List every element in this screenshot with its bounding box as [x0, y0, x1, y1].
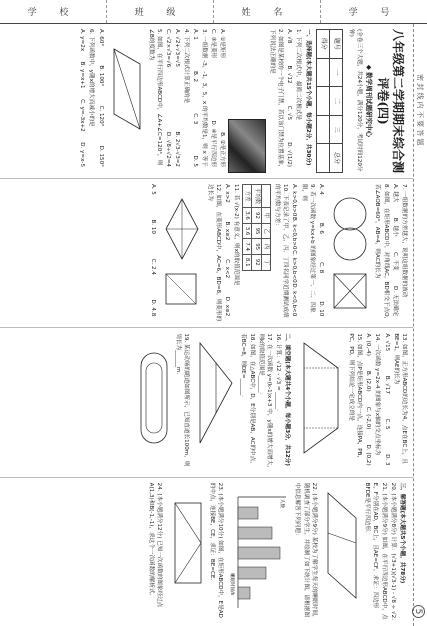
option: D. √8÷√2=4: [165, 131, 172, 167]
question-12-options: [149, 184, 157, 322]
option: A. √15: [383, 333, 390, 352]
option: B. (2,0): [365, 370, 372, 392]
question-5-options: [96, 29, 104, 173]
option: C. k>0,b<0: [291, 250, 298, 283]
rotated-page: [0, 24, 427, 626]
option: A. k>0,b>0: [291, 184, 298, 217]
score-header: 一: [329, 58, 342, 87]
option: A. (0,-4): [365, 333, 372, 356]
table-cell: 95: [252, 239, 261, 255]
option: D. 3: [383, 454, 390, 466]
option: B. 10: [150, 219, 157, 234]
question-9: 9. 若一次函数 y=kx+b 的图象经过第一、二、四象限，则: [300, 184, 315, 313]
option: C. y=-3x+2: [79, 99, 86, 132]
option: D. 10: [317, 301, 324, 317]
score-cell[interactable]: [316, 87, 329, 116]
question-12: 12. 如图，在菱形ABCD中，AC=6，BD=8，则菱形的边长为: [206, 184, 221, 322]
section-2-heading: 二、填空题(本大题共4个小题，每小题3分，共12分): [284, 333, 291, 466]
rect-figure: [171, 483, 205, 613]
table-cell: 乙: [261, 223, 270, 239]
column-4: [0, 478, 413, 626]
option: B. 2√3-√3=2: [173, 131, 180, 167]
exam-instructions: (全卷三个大题，共24小题，满分120分，考试时间120分钟): [347, 29, 362, 172]
question-15: 15. 如图，点P是矩形ABCD内一点，连接PA，PB，PC，PD，则下列结论一定成立的是: [347, 333, 362, 462]
seal-line-text: 密 封 线 内 不 要 答 题: [416, 74, 425, 146]
rhombus-figure: [162, 184, 202, 314]
chart-ylabel: 人数: [279, 498, 285, 508]
question-13: 13. 如图，正方形ABCD的边长为4，点E在BC上，且BE=1，则AE的长为: [392, 333, 407, 465]
exam-columns: [0, 24, 413, 626]
option: B. 6: [317, 223, 324, 234]
section-1-heading: 一、选择题(本大题共15个小题，每小题2分，共30分): [304, 29, 311, 166]
table-cell: 8.1: [243, 254, 252, 270]
score-table: [316, 29, 343, 173]
rectangle-circle-figure: [330, 184, 370, 314]
option: D. 4.8: [150, 299, 157, 317]
option: D. ④是平行四边形: [210, 120, 217, 167]
question-21: 21. (本小题满分9分) 如图，在平行四边形ABCD中，点E，F分别在AD，BC上，且AE=CF，求证：四边形BFDE是平行四边形.: [364, 482, 387, 620]
option: A. ①是矩形: [218, 29, 225, 59]
question-2-options: [217, 29, 225, 173]
question-7-options: [391, 184, 399, 322]
option: D. x≤2: [223, 296, 230, 317]
option: B. y=x+1: [79, 61, 86, 89]
seal-line: [413, 24, 427, 626]
section-3-heading: 三、解答题(本大题共5个小题，共78分): [399, 482, 405, 584]
name-field[interactable]: 姓 名: [214, 0, 321, 23]
question-24: 24. (本小题满分12分) 已知一次函数的图象经过点A(1,3)和B(-1,-1)，求这个一次函数的解析式.: [148, 482, 163, 608]
option: A. 4: [317, 184, 324, 195]
trapezoid-figure: [300, 333, 344, 463]
option: A. y=2x: [79, 29, 86, 52]
question-7: 7. 一组数据的方差越大，说明这组数据的波动: [401, 184, 407, 298]
student-info-header: [0, 0, 427, 24]
question-10: 10. 下表记录了甲、乙、丙、丁四名同学近期测试成绩的平均数与方差：: [273, 184, 289, 318]
question-4: 4. 下列二次根式计算正确的是: [182, 29, 189, 104]
column-3: [0, 328, 413, 477]
option: C. x<2: [223, 259, 230, 279]
option: D. 5: [191, 155, 198, 167]
option: B. √17: [383, 375, 390, 394]
option: B. ②是正方形: [218, 132, 225, 167]
score-cell[interactable]: [316, 144, 329, 173]
question-16: 16. 计算：√12 - √3 = ______.: [275, 333, 282, 411]
option: D. √(1/2): [286, 142, 293, 167]
question-14: 14. 一次函数 y=2x-4 的图象与x轴的交点坐标为: [374, 333, 381, 456]
score-cell[interactable]: [316, 58, 329, 87]
question-9-options: [290, 184, 298, 322]
bar-chart-figure: [230, 483, 290, 613]
option: C. 8: [317, 262, 324, 274]
student-no-field[interactable]: 学 号: [348, 8, 400, 18]
option: C. 2.4: [150, 258, 157, 275]
triangle-figure: [196, 333, 236, 463]
question-1: 1. 下列二次根式中，最简二次根式是: [295, 29, 302, 121]
option: D. 150°: [97, 145, 104, 167]
column-2: [0, 179, 413, 328]
question-5: 5. 如图，在平行四边形ABCD中，∠A+∠C=120°，则∠B的度数为: [147, 29, 163, 166]
option: C. 120°: [97, 105, 104, 127]
question-13-options: [382, 333, 390, 471]
option: D. y=x-5: [79, 142, 86, 167]
question-19: 19. 某运动场的跑道如图所示，已知直道长100m，则周长为______m.: [174, 333, 189, 467]
question-3: 3. 一组数据 -3，-1，3，5，x 的平均数是1，则 x 等于: [201, 29, 208, 167]
question-11-options: [223, 184, 231, 322]
question-6-options: [78, 29, 86, 173]
school-field[interactable]: 学 校: [0, 0, 107, 23]
question-18: 18. 如图，在△ABC中，D，E分别是AB，AC的中点，若BC=8，则DE=______.: [240, 333, 255, 467]
option: A. x>2: [223, 184, 230, 203]
question-6: 6. 下列函数中，y随x的增大而减小的是: [88, 29, 95, 127]
score-header: 题号: [329, 30, 342, 59]
question-8: 8. 如图，在矩形ABCD中，对角线AC，BD相交于点O，若∠AOB=60°，AB=4，则AC的长为: [374, 184, 389, 323]
table-cell: 92: [252, 254, 261, 270]
option: A. 5: [150, 184, 157, 195]
option: A. 1: [191, 29, 198, 40]
question-2: 2. 如图是某校的一个电子门禁，若以该门禁为位置基准，下列说法正确的是: [268, 29, 283, 171]
door-photo: [228, 119, 266, 173]
score-header: 总分: [329, 144, 342, 173]
option: C. 3: [191, 113, 198, 125]
table-cell: 3.6: [243, 223, 252, 239]
option: B. 100°: [97, 65, 104, 87]
option: A. 60°: [97, 29, 104, 47]
option: B. 2: [191, 71, 198, 83]
table-cell: 方差: [243, 185, 252, 208]
option: C. 不变: [391, 251, 398, 271]
question-3-options: [191, 29, 199, 173]
option: C. 5: [383, 418, 390, 430]
score-header: 二: [329, 87, 342, 116]
option: A. √2+√3=√5: [173, 29, 180, 68]
table-cell: 平均数: [252, 185, 261, 208]
question-4-options-b: [164, 29, 172, 173]
score-row-label: 得分: [316, 30, 329, 59]
question-22: 22. (本小题满分9分) 某校为了解学生每天的睡眠时间，随机调查了部分学生，并绘制了如下统计图，请根据图中信息解答下列问题：: [294, 482, 317, 621]
table-cell: 丁: [261, 254, 270, 270]
variance-table: [242, 184, 271, 271]
question-17: 17. 在一次函数 y=(k-1)x+3 中，y随x的增大而增大，则k的取值范围是______.: [257, 333, 272, 471]
chart-xlabel: 睡眠时间/h: [229, 572, 235, 596]
option: C. ③是菱形: [210, 29, 217, 59]
option: B. k<0,b>0: [291, 217, 298, 250]
option: D. 无法确定: [391, 286, 398, 317]
question-11: 11. 若 √(x-2) 有意义，则x的取值范围是: [233, 184, 240, 286]
table-cell: 92: [252, 208, 261, 224]
track-figure: [137, 333, 171, 463]
table-cell: 3.6: [243, 208, 252, 224]
question-14-options: [364, 333, 372, 471]
class-field[interactable]: 班 级: [107, 0, 214, 23]
option: B. 越小: [391, 217, 398, 237]
option: C. (-2,0): [365, 406, 372, 430]
column-1: [0, 24, 413, 179]
option: B. √12: [286, 65, 293, 84]
table-cell: 甲: [261, 208, 270, 224]
table-cell: 7.4: [243, 239, 252, 255]
option: A. √8: [286, 29, 293, 44]
exam-sheet: [0, 24, 427, 626]
option: B. x≥2: [223, 221, 230, 241]
table-cell: 95: [252, 223, 261, 239]
quad-figure: [324, 483, 360, 613]
parallelogram-figure: [110, 29, 144, 139]
score-header: 三: [329, 115, 342, 144]
question-2-options-b: [209, 29, 217, 173]
option: C. √5: [286, 105, 293, 121]
option: D. (0,2): [365, 444, 372, 466]
table-cell: [261, 185, 270, 208]
exam-subtitle: ◆ 数学周刊试题研究中心: [365, 64, 373, 138]
question-20: 20. (本小题满分8分) 计算：(√3+1)(√3-1) - √8 ÷ √2.: [389, 482, 396, 621]
table-cell: 丙: [261, 239, 270, 255]
question-4-options: [172, 29, 180, 173]
question-23: 23. (本小题满分10分) 如图，在矩形ABCD中，E是AD的中点，连接BE，CE，求证：BE=CE.: [208, 482, 223, 618]
page-number: 5: [412, 605, 425, 618]
exam-title: 八年级第二学期期末综合测评卷(四): [376, 29, 405, 174]
option: C. √2×√3=√6: [165, 29, 172, 68]
option: D. k<0,b<0: [291, 283, 298, 317]
option: A. 越大: [391, 184, 398, 203]
score-cell[interactable]: [316, 115, 329, 144]
question-1-options: [285, 29, 293, 173]
question-8-options: [317, 184, 325, 322]
